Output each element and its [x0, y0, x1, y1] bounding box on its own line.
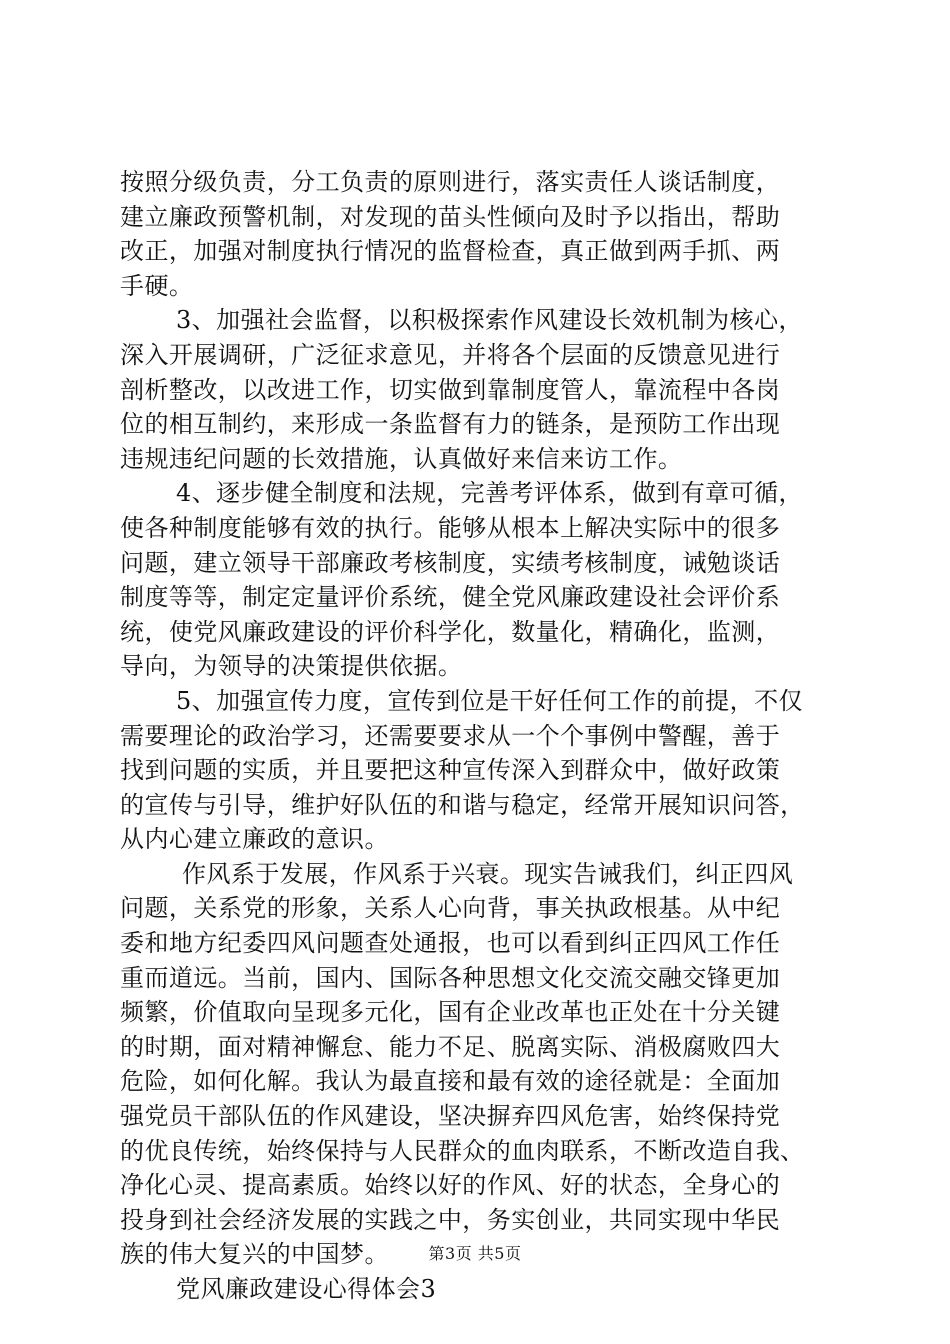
paragraph-start-line: 4、逐步健全制度和法规，完善考评体系，做到有章可循， — [176, 479, 803, 508]
page-number-footer: 第3页 共5页 — [428, 1244, 522, 1263]
text-line: 问题，建立领导干部廉政考核制度，实绩考核制度，诫勉谈话 — [120, 548, 781, 577]
text-line: 导向，为领导的决策提供依据。 — [120, 652, 463, 681]
body-text — [120, 165, 840, 1307]
paragraph-start-line: 5、加强宣传力度，宣传到位是干好任何工作的前提，不仅 — [176, 686, 803, 715]
text-line: 危险，如何化解。我认为最直接和最有效的途径就是：全面加 — [120, 1067, 781, 1096]
text-line: 位的相互制约，来形成一条监督有力的链条，是预防工作出现 — [120, 410, 781, 439]
text-line: 找到问题的实质，并且要把这种宣传深入到群众中，做好政策 — [120, 756, 781, 785]
text-line: 的优良传统，始终保持与人民群众的血肉联系，不断改造自我、 — [120, 1136, 805, 1165]
text-line: 净化心灵、提高素质。始终以好的作风、好的状态，全身心的 — [120, 1171, 781, 1200]
text-line: 频繁，价值取向呈现多元化，国有企业改革也正处在十分关键 — [120, 998, 781, 1027]
text-line: 问题，关系党的形象，关系人心向背，事关执政根基。从中纪 — [120, 894, 781, 923]
text-line: 剖析整改，以改进工作，切实做到靠制度管人，靠流程中各岗 — [120, 375, 781, 404]
section-heading: 党风廉政建设心得体会3 — [176, 1275, 437, 1303]
text-line: 深入开展调研，广泛征求意见，并将各个层面的反馈意见进行 — [120, 340, 781, 369]
text-line: 强党员干部队伍的作风建设，坚决摒弃四风危害，始终保持党 — [120, 1102, 781, 1131]
text-line: 按照分级负责，分工负责的原则进行，落实责任人谈话制度， — [120, 168, 781, 196]
text-line: 建立廉政预警机制，对发现的苗头性倾向及时予以指出，帮助 — [120, 202, 781, 231]
text-line: 制度等等，制定定量评价系统，健全党风廉政建设社会评价系 — [120, 583, 781, 612]
text-line: 委和地方纪委四风问题查处通报，也可以看到纠正四风工作任 — [120, 929, 781, 958]
paragraph-start-line: 3、加强社会监督，以积极探索作风建设长效机制为核心， — [176, 306, 803, 335]
text-line: 改正，加强对制度执行情况的监督检查，真正做到两手抓、两 — [120, 237, 781, 266]
paragraph-start-line: 作风系于发展，作风系于兴衰。现实告诫我们，纠正四风 — [182, 859, 794, 888]
text-line: 手硬。 — [120, 271, 194, 300]
text-line: 的宣传与引导，维护好队伍的和谐与稳定，经常开展知识问答， — [120, 790, 805, 819]
text-line: 族的伟大复兴的中国梦。 — [120, 1240, 389, 1269]
text-line: 统，使党风廉政建设的评价科学化，数量化，精确化，监测， — [120, 617, 781, 646]
text-line: 违规违纪问题的长效措施，认真做好来信来访工作。 — [120, 444, 683, 473]
text-line: 投身到社会经济发展的实践之中，务实创业，共同实现中华民 — [120, 1205, 781, 1234]
text-line: 的时期，面对精神懈怠、能力不足、脱离实际、消极腐败四大 — [120, 1032, 781, 1061]
text-line: 使各种制度能够有效的执行。能够从根本上解决实际中的很多 — [120, 513, 781, 542]
text-line: 重而道远。当前，国内、国际各种思想文化交流交融交锋更加 — [120, 963, 781, 992]
text-line: 从内心建立廉政的意识。 — [120, 825, 389, 854]
text-line: 需要理论的政治学习，还需要要求从一个个事例中警醒，善于 — [120, 721, 781, 750]
